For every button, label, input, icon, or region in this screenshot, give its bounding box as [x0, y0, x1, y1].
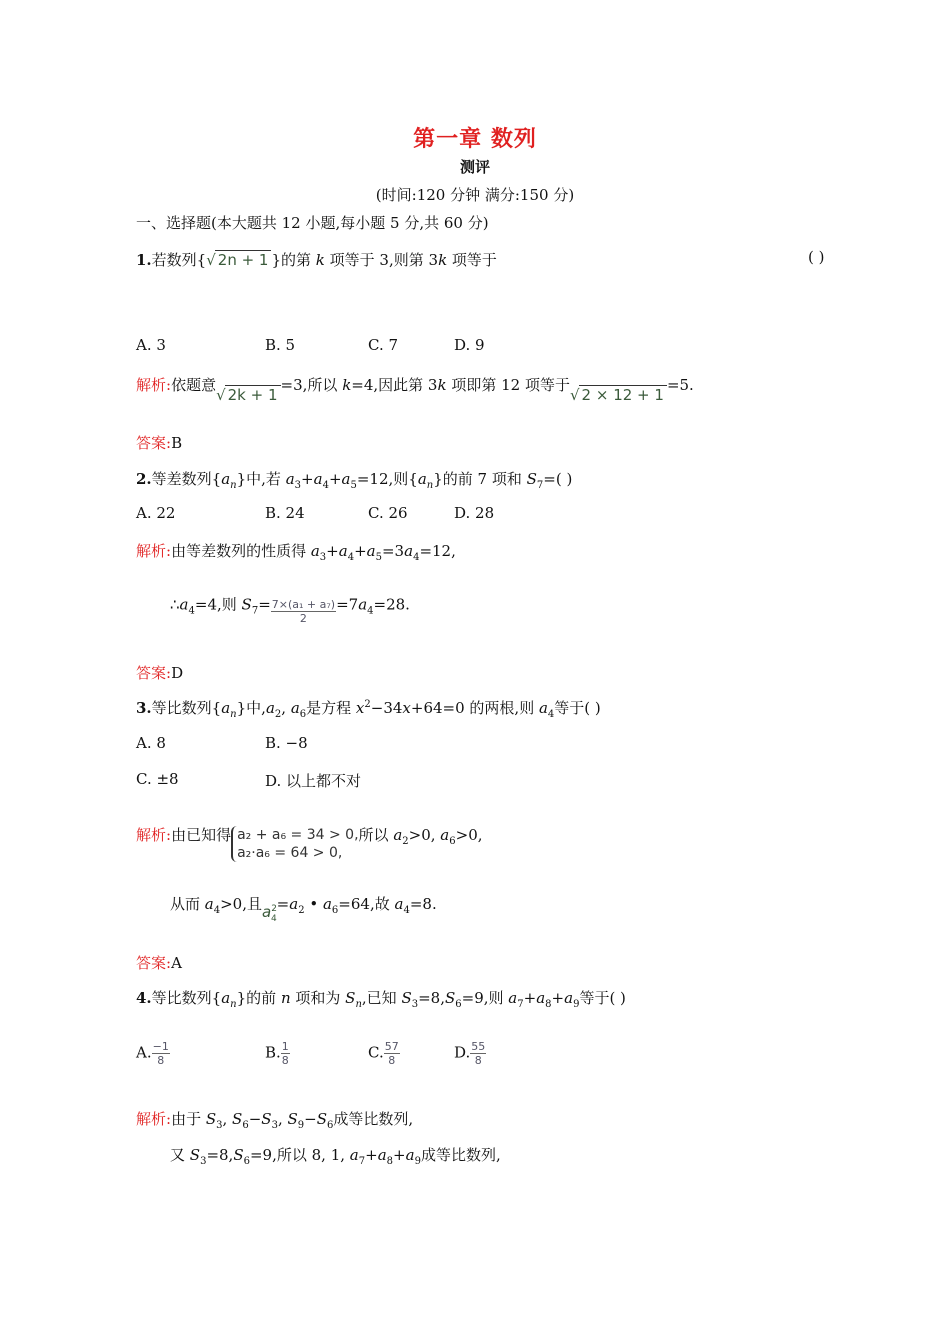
- q3-stem: 是方程: [306, 699, 356, 717]
- answer-value: B: [171, 434, 183, 452]
- radicand: 2k + 1: [225, 385, 281, 404]
- analysis-text: >0,且: [220, 895, 262, 913]
- sqrt-expression: √ 2n + 1: [206, 251, 271, 269]
- radicand: 2n + 1: [215, 250, 272, 269]
- option-d: [454, 1040, 486, 1067]
- q2-stem: }的前 7 项和: [433, 470, 527, 488]
- option-d: D. 9: [454, 336, 485, 354]
- option-a: [136, 1040, 170, 1067]
- q2-stem: 等差数列{: [151, 470, 222, 488]
- sqrt-expression: √ 2 × 12 + 1: [570, 386, 667, 404]
- analysis-text: 由已知得: [171, 826, 232, 844]
- option-c: C. ±8: [136, 770, 179, 788]
- answer-label: 答案:: [136, 664, 172, 682]
- analysis-3-line-2: 从而 $a_4>0$,且$a^2_4=a_2$ • $a_6=64$,故 $a_4=8$.: [170, 895, 437, 924]
- option-c: C. 7: [368, 336, 399, 354]
- question-number: 1.: [136, 251, 152, 269]
- analysis-text: 由于: [171, 1110, 206, 1128]
- analysis-text: =8.: [409, 895, 437, 913]
- option-letter: B.: [265, 1043, 281, 1062]
- option-a: A. 3: [136, 336, 166, 354]
- answer-bracket: ( ): [808, 248, 825, 266]
- answer-2: [136, 662, 183, 683]
- fraction: [470, 1040, 486, 1067]
- numerator: 55: [471, 1040, 486, 1053]
- fraction: [384, 1040, 400, 1067]
- analysis-text: =: [276, 895, 290, 913]
- var-k: k: [438, 251, 448, 269]
- equation-line: a₂·a₆ = 64 > 0,: [237, 845, 343, 861]
- q1-stem: 若数列{: [151, 251, 207, 269]
- analysis-text: 由等差数列的性质得: [171, 542, 311, 560]
- analysis-2-line-2: $\therefore a_4=4$,则 $S_7=$ $\frac{\text{7×(a₁ + a₇)}}{2}$ $=7a_4=28$.: [170, 595, 410, 625]
- var-k: k: [342, 376, 352, 394]
- answer-3: [136, 952, 182, 973]
- equation-system: [231, 826, 358, 862]
- analysis-text: 又: [170, 1146, 190, 1164]
- analysis-text: =12,: [419, 542, 456, 560]
- sqrt-expression: √ 2k + 1: [216, 386, 280, 404]
- analysis-text: 从而: [170, 895, 205, 913]
- analysis-text: =4,则: [194, 595, 242, 614]
- analysis-text: >0,: [408, 826, 441, 844]
- numerator: −1: [152, 1040, 169, 1053]
- option-b: B. 5: [265, 336, 296, 354]
- radicand: 2 × 12 + 1: [579, 385, 667, 404]
- analysis-text: =28.: [373, 595, 410, 614]
- option-b: B. 24: [265, 504, 305, 522]
- q2-stem: =12,则{: [356, 470, 418, 488]
- q4-stem: =8,: [418, 989, 445, 1007]
- question-3: 3.等比数列$\{a_n\}$中$,a_2$, $a_6$是方程 $x^2-34x+64=0$ 的两根,则 $a_4$等于( ): [136, 699, 601, 720]
- fraction: [271, 598, 336, 625]
- option-a: A. 8: [136, 734, 166, 752]
- q1-stem: 项等于 3,则第 3: [324, 251, 439, 269]
- numerator: 1: [281, 1040, 289, 1053]
- analysis-text: •: [304, 895, 323, 913]
- q2-stem: }中,若: [236, 470, 286, 488]
- analysis-text: =3: [381, 542, 405, 560]
- answer-value: A: [171, 954, 182, 972]
- option-letter: A.: [136, 1043, 152, 1062]
- answer-value: D: [171, 664, 184, 682]
- test-subtitle: 测评: [459, 158, 490, 176]
- a4-squared: $a^2_4$: [262, 903, 277, 924]
- q4-stem: ,已知: [361, 989, 402, 1007]
- q3-stem: +64=0 的两根,则: [410, 699, 539, 717]
- q4-stem: =9,则: [461, 989, 509, 1007]
- analysis-label: 解析:: [136, 826, 172, 844]
- q3-stem: 等于( ): [554, 699, 601, 717]
- q3-stem: }中,: [236, 699, 266, 717]
- option-b: B. −8: [265, 734, 308, 752]
- var-k: k: [437, 376, 447, 394]
- denominator: 2: [299, 612, 307, 625]
- question-1: [136, 249, 497, 270]
- q1-stem: 项等于: [447, 251, 497, 269]
- q1-stem: }的第: [271, 251, 316, 269]
- option-c: [368, 1040, 400, 1067]
- analysis-4: 解析:由于 $S_3$, $S_6-S_3$, $S_9-S_6$成等比数列,: [136, 1110, 414, 1131]
- chapter-title: 第一章 数列: [413, 126, 537, 152]
- analysis-text: 项即第 12 项等于: [446, 376, 570, 394]
- analysis-text: >0,: [455, 826, 483, 844]
- analysis-text: =7: [336, 595, 359, 614]
- equation-line: a₂ + a₆ = 34 > 0,: [237, 827, 359, 843]
- question-2: 2.等差数列$\{a_n\}$中,若 $a_3+a_4+a_5=12$,则$\{a_n\}$的前 7 项和 $S_7=$( ): [136, 470, 573, 491]
- question-number: 4.: [136, 989, 152, 1007]
- q4-stem: 等于( ): [579, 989, 626, 1007]
- analysis-text: =64,故: [338, 895, 395, 913]
- question-number: 2.: [136, 470, 152, 488]
- analysis-text: 所以: [358, 826, 394, 844]
- analysis-text: 成等比数列,: [333, 1110, 414, 1128]
- option-c: C. 26: [368, 504, 408, 522]
- therefore-symbol: ∴: [170, 595, 180, 614]
- denominator: 8: [474, 1054, 482, 1067]
- answer-label: 答案:: [136, 434, 172, 452]
- analysis-text: =3,所以: [280, 376, 343, 394]
- option-d: D. 28: [454, 504, 495, 522]
- analysis-2: 解析:由等差数列的性质得 $a_3+a_4+a_5=3a_4=12$,: [136, 542, 456, 563]
- analysis-label: 解析:: [136, 542, 172, 560]
- option-letter: C.: [368, 1043, 384, 1062]
- q4-stem: 等比数列{: [151, 989, 222, 1007]
- option-a: A. 22: [136, 504, 176, 522]
- analysis-1: [136, 374, 694, 404]
- q2-stem: =( ): [543, 470, 573, 488]
- analysis-3: 解析:由已知得 a₂ + a₆ = 34 > 0, a₂·a₆ = 64 > 0, 所以 $a_2>0$, $a_6>0$,: [136, 826, 483, 861]
- analysis-text: =9,所以 8, 1,: [249, 1146, 350, 1164]
- question-number: 3.: [136, 699, 152, 717]
- denominator: 8: [388, 1054, 396, 1067]
- option-b: [265, 1040, 290, 1067]
- q3-stem: −34: [370, 699, 403, 717]
- time-info: (时间:120 分钟 满分:150 分): [375, 186, 575, 204]
- analysis-text: =5.: [666, 376, 694, 394]
- q3-stem: 等比数列{: [151, 699, 222, 717]
- answer-label: 答案:: [136, 954, 172, 972]
- fraction: [281, 1040, 290, 1067]
- numerator: 57: [384, 1040, 399, 1053]
- section-heading: 一、选择题(本大题共 12 小题,每小题 5 分,共 60 分): [136, 214, 489, 232]
- var-k: k: [315, 251, 325, 269]
- question-4: 4.等比数列$\{a_n\}$的前 n 项和为 $S_n$,已知 $S_3=8,S_6=9$,则 $a_7+a_8+a_9$等于( ): [136, 989, 626, 1010]
- analysis-label: 解析:: [136, 1110, 172, 1128]
- denominator: 8: [281, 1054, 289, 1067]
- analysis-text: 成等比数列,: [420, 1146, 501, 1164]
- option-letter: D.: [454, 1043, 471, 1062]
- analysis-text: 依题意: [171, 376, 217, 394]
- analysis-text: =8,: [206, 1146, 234, 1164]
- analysis-4-line-2: 又 $S_3=8,S_6=9$,所以 8, 1, $a_7+a_8+a_9$成等比数列,: [170, 1146, 501, 1167]
- numerator: 7×(a₁ + a₇): [271, 598, 336, 611]
- analysis-text: =4,因此第 3: [351, 376, 438, 394]
- q4-stem: 项和为: [290, 989, 346, 1007]
- fraction: [152, 1040, 170, 1067]
- option-d: D. 以上都不对: [265, 772, 362, 790]
- denominator: 8: [157, 1054, 165, 1067]
- q4-stem: }的前: [236, 989, 281, 1007]
- answer-1: [136, 432, 182, 453]
- analysis-label: 解析:: [136, 376, 172, 394]
